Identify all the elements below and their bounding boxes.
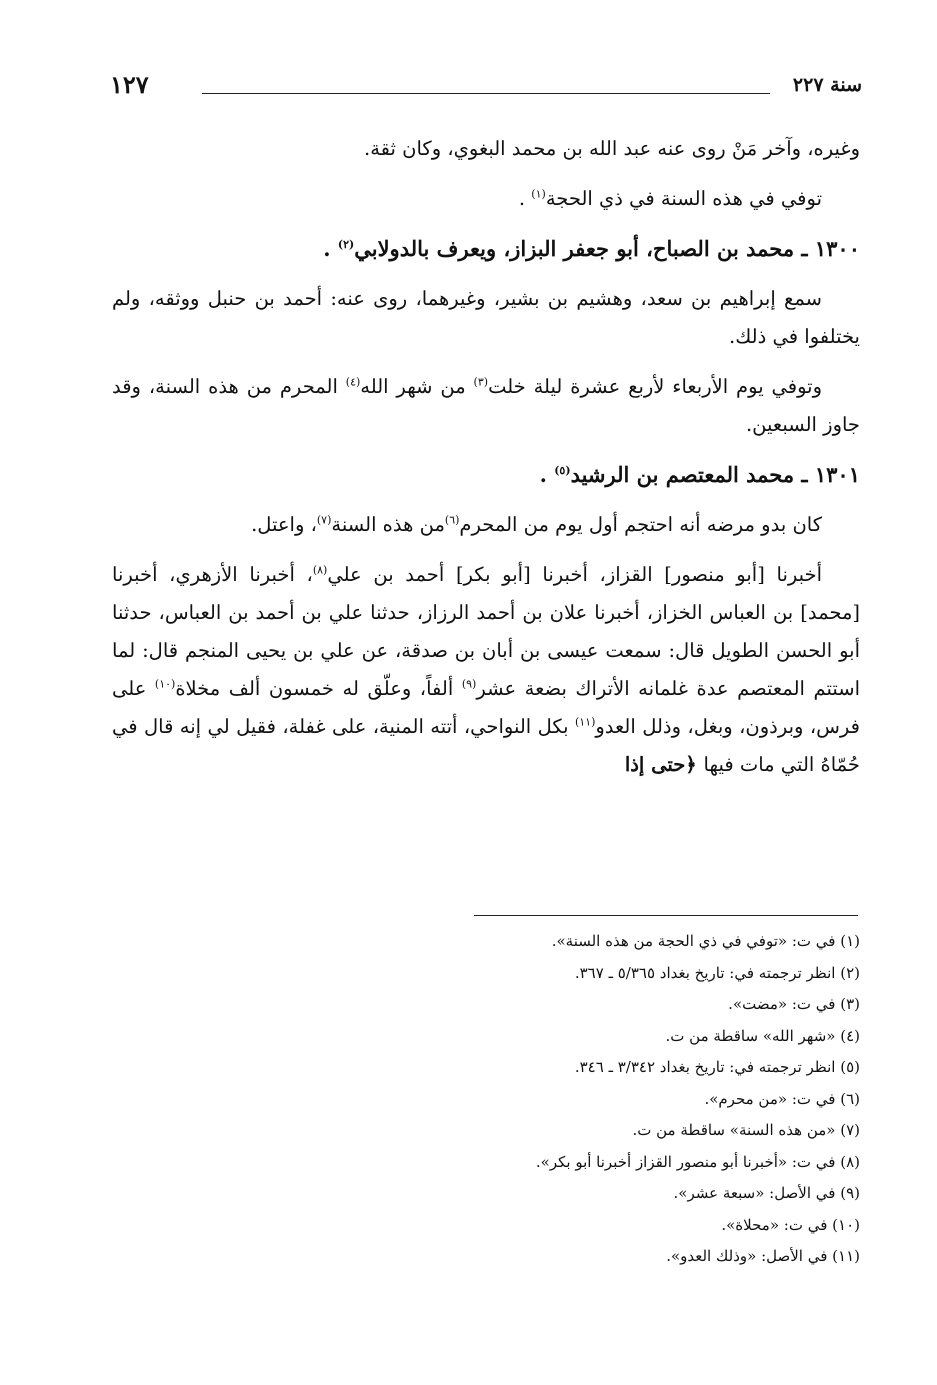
footnote-ref-1[interactable]: (١) [531, 187, 546, 201]
footnote-1: (١) في ت: «توفي في ذي الحجة من هذه السنة». [551, 932, 860, 950]
paragraph-death-date [112, 180, 860, 218]
footnote-9: (٩) في الأصل: «سبعة عشر». [673, 1184, 860, 1202]
paragraph-end: . [518, 187, 526, 210]
footnote-4: (٤) «شهر الله» ساقطة من ت. [665, 1026, 860, 1045]
header-title: سنة ٢٢٧ [792, 74, 862, 96]
footnotes [300, 926, 860, 1273]
footnote-separator [474, 915, 858, 916]
paragraph-narrators: سمع إبراهيم بن سعد، وهشيم بن بشير، وغيرهما، روى عنه: أحمد بن حنبل ووثقه، ولم يختلفوا في ذلك. [112, 287, 860, 348]
footnote-11: (١١) في الأصل: «وذلك العدو». [666, 1247, 860, 1265]
footnote-ref-8[interactable]: (٨) [312, 563, 328, 577]
paragraph-isnad [112, 556, 860, 784]
running-header [110, 70, 862, 110]
footnote-ref-9[interactable]: (٩) [461, 677, 477, 691]
paragraph-text: من شهر الله [360, 375, 474, 398]
header-rule [202, 93, 770, 94]
footnote-ref-6[interactable]: (٦) [444, 513, 460, 527]
paragraph-death-1300 [112, 368, 860, 444]
paragraph-text: وتوفي يوم الأربعاء لأربع عشرة ليلة خلت [488, 375, 822, 398]
paragraph-text: كان بدو مرضه أنه احتجم أول يوم من المحرم [459, 513, 822, 536]
entry-title-end: . [539, 462, 547, 487]
entry-title-1300 [112, 230, 860, 268]
entry-title-text: ١٣٠٠ ـ محمد بن الصباح، أبو جعفر البزاز، ويعرف بالدولابي [354, 236, 860, 261]
entry-title-text: ١٣٠١ ـ محمد المعتصم بن الرشيد [570, 462, 860, 487]
footnote-8: (٨) في ت: «أخبرنا أبو منصور القزاز أخبرنا أبو بكر». [535, 1152, 860, 1171]
paragraph-text: أخبرنا [أبو منصور] القزاز، أخبرنا [أبو بكر] أحمد بن علي [327, 563, 822, 586]
paragraph-text: المحرم من هذه السنة، وقد جاوز السبعين. [112, 375, 860, 436]
paragraph-text: ، واعتل. [251, 513, 317, 536]
footnote-ref-5[interactable]: (٥) [554, 464, 571, 477]
entry-title-end: . [323, 236, 331, 261]
paragraph-continuation: وغيره، وآخر مَنْ روى عنه عبد الله بن محمد البغوي، وكان ثقة. [364, 137, 860, 160]
footnote-ref-3[interactable]: (٣) [473, 375, 489, 389]
paragraph-text: ، أخبرنا الأزهري، أخبرنا [محمد] بن العباس الخزاز، أخبرنا علان بن أحمد الرزاز، حدثنا علي بن أحمد بن العباس، حدثنا أبو الحسن الطويل قال: سمعت عيسى بن أبان بن صدقة، عن علي بن يحيى المنجم قال: لما استتم المعتصم عدة غلمانه الأتراك بضعة عشر [112, 563, 860, 700]
paragraph-illness [112, 506, 860, 544]
footnote-5: (٥) انظر ترجمته في: تاريخ بغداد ٣/٣٤٢ ـ ٣٤٦. [574, 1058, 860, 1076]
footnote-2: (٢) انظر ترجمته في: تاريخ بغداد ٥/٣٦٥ ـ ٣٦٧. [574, 963, 860, 982]
paragraph-text: من هذه السنة [331, 513, 445, 536]
main-text [112, 130, 860, 796]
footnote-ref-11[interactable]: (١١) [574, 715, 596, 729]
footnote-ref-4[interactable]: (٤) [345, 375, 361, 389]
footnote-7: (٧) «من هذه السنة» ساقطة من ت. [632, 1121, 860, 1139]
entry-title-1301 [112, 456, 860, 494]
footnote-ref-10[interactable]: (١٠) [154, 677, 176, 691]
footnote-ref-7[interactable]: (٧) [316, 513, 332, 527]
paragraph-text: توفي في هذه السنة في ذي الحجة [545, 187, 822, 210]
quran-quote: ﴿حتى إذا [624, 753, 704, 776]
footnote-ref-2[interactable]: (٢) [337, 238, 355, 251]
paragraph-text: على فرس، وبرذون، وبغل، وذلل العدو [112, 677, 860, 738]
footnote-3: (٣) في ت: «مضت». [728, 995, 860, 1013]
paragraph-text: بكل النواحي، أتته المنية، على غفلة، فقيل لي إنه قال في حُمّاهُ التي مات فيها [112, 715, 860, 776]
footnote-10: (١٠) في ت: «محلاة». [721, 1215, 860, 1234]
footnote-6: (٦) في ت: «من محرم». [704, 1089, 860, 1108]
page-number: ١٢٧ [110, 70, 149, 99]
paragraph-text: ألفاً، وعلّق له خمسون ألف مخلاة [175, 677, 462, 700]
